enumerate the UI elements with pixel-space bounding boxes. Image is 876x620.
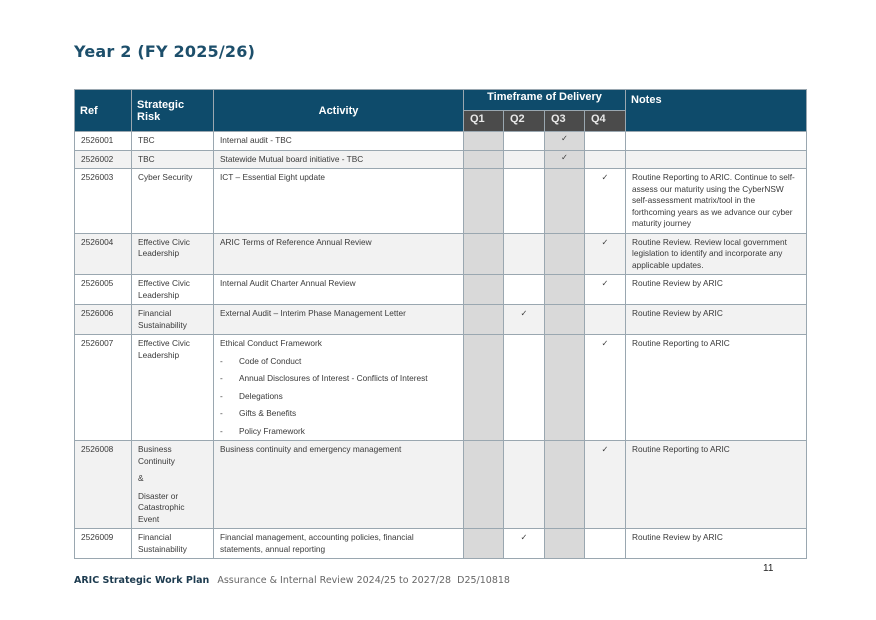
- activity-sub-items: [220, 356, 457, 438]
- quarter-cell-q3: [545, 233, 585, 275]
- quarter-cell-q2: [504, 305, 545, 335]
- activity-text: Statewide Mutual board initiative - TBC: [220, 153, 364, 164]
- row-strategic-risk: [132, 529, 214, 559]
- table-body: [75, 132, 807, 559]
- risk-text: Financial Sustainability: [138, 532, 187, 554]
- quarter-cell-q4: [585, 335, 626, 441]
- table-row: [75, 150, 807, 169]
- checkmark-icon: ✓: [601, 236, 609, 247]
- header-q4: Q4: [585, 111, 626, 132]
- quarter-cell-q3: [545, 132, 585, 151]
- quarter-cell-q3: [545, 305, 585, 335]
- quarter-cell-q2: [504, 132, 545, 151]
- row-notes: Routine Review. Review local government legislation to identify and incorporate any applicable updates.: [626, 233, 807, 275]
- quarter-cell-q4: [585, 150, 626, 169]
- activity-text: ARIC Terms of Reference Annual Review: [220, 236, 372, 247]
- row-strategic-risk: [132, 169, 214, 234]
- quarter-cell-q1: [464, 305, 504, 335]
- row-notes: [626, 150, 807, 169]
- quarter-cell-q4: [585, 529, 626, 559]
- risk-text: Effective Civic Leadership: [138, 338, 190, 360]
- checkmark-icon: ✓: [601, 338, 609, 348]
- activity-text: External Audit – Interim Phase Management Letter: [220, 308, 406, 318]
- row-ref: 2526006: [75, 305, 132, 335]
- quarter-cell-q1: [464, 275, 504, 305]
- work-plan-table: [74, 89, 807, 559]
- row-activity: [214, 233, 464, 275]
- row-ref: 2526008: [75, 441, 132, 529]
- checkmark-icon: ✓: [520, 308, 528, 318]
- row-activity: [214, 529, 464, 559]
- checkmark-icon: ✓: [601, 278, 609, 288]
- quarter-cell-q1: [464, 441, 504, 529]
- quarter-cell-q4: [585, 233, 626, 275]
- row-notes: [626, 132, 807, 151]
- row-activity: [214, 275, 464, 305]
- row-notes: Routine Reporting to ARIC: [626, 441, 807, 529]
- row-ref: 2526007: [75, 335, 132, 441]
- footer-doc-ref: D25/10818: [457, 575, 510, 586]
- risk-text: Effective Civic Leadership: [138, 278, 190, 300]
- table-row: [75, 233, 807, 275]
- footer-subtitle: Assurance & Internal Review 2024/25 to 2027/28: [217, 575, 452, 586]
- quarter-cell-q3: [545, 529, 585, 559]
- row-activity: [214, 169, 464, 234]
- activity-text: Financial management, accounting policies, financial statements, annual reporting: [220, 532, 414, 554]
- header-activity: Activity: [214, 90, 464, 132]
- activity-text: Business continuity and emergency management: [220, 444, 402, 454]
- quarter-cell-q3: [545, 169, 585, 234]
- quarter-cell-q2: [504, 150, 545, 169]
- table-row: [75, 441, 807, 529]
- list-item: - Annual Disclosures of Interest - Conflicts of Interest: [220, 373, 457, 385]
- quarter-cell-q1: [464, 132, 504, 151]
- row-strategic-risk: [132, 275, 214, 305]
- quarter-cell-q1: [464, 233, 504, 275]
- header-strategic-risk: Strategic Risk: [132, 90, 214, 132]
- checkmark-icon: ✓: [601, 444, 609, 454]
- row-ref: 2526004: [75, 233, 132, 275]
- row-notes: Routine Review by ARIC: [626, 529, 807, 559]
- activity-text: Internal audit - TBC: [220, 135, 292, 145]
- list-item: - Policy Framework: [220, 426, 457, 438]
- row-ref: 2526009: [75, 529, 132, 559]
- quarter-cell-q3: [545, 335, 585, 441]
- row-ref: 2526005: [75, 275, 132, 305]
- row-strategic-risk: [132, 441, 214, 529]
- row-strategic-risk: [132, 150, 214, 169]
- page-title: Year 2 (FY 2025/26): [74, 42, 256, 61]
- risk-text: Disaster or Catastrophic Event: [138, 490, 185, 524]
- row-activity: [214, 335, 464, 441]
- checkmark-icon: ✓: [520, 532, 528, 542]
- quarter-cell-q2: [504, 169, 545, 234]
- row-activity: [214, 441, 464, 529]
- table-row: [75, 132, 807, 151]
- row-ref: 2526003: [75, 169, 132, 234]
- table-row: [75, 305, 807, 335]
- risk-text: Effective Civic Leadership: [138, 236, 190, 258]
- row-strategic-risk: [132, 132, 214, 151]
- quarter-cell-q2: [504, 441, 545, 529]
- header-timeframe: Timeframe of Delivery: [464, 90, 626, 111]
- table-row: [75, 169, 807, 234]
- checkmark-icon: ✓: [561, 133, 568, 143]
- quarter-cell-q1: [464, 529, 504, 559]
- list-item: - Code of Conduct: [220, 356, 457, 368]
- activity-text: ICT – Essential Eight update: [220, 172, 326, 182]
- row-ref: 2526001: [75, 132, 132, 151]
- activity-text: Internal Audit Charter Annual Review: [220, 278, 356, 288]
- risk-text: &: [138, 473, 144, 483]
- quarter-cell-q1: [464, 335, 504, 441]
- risk-text: Cyber Security: [138, 172, 193, 182]
- quarter-cell-q2: [504, 335, 545, 441]
- quarter-cell-q3: [545, 150, 585, 169]
- footer-title: ARIC Strategic Work Plan: [74, 575, 210, 586]
- row-strategic-risk: [132, 233, 214, 275]
- row-notes: Routine Review by ARIC: [626, 275, 807, 305]
- row-activity: [214, 132, 464, 151]
- header-q2: Q2: [504, 111, 545, 132]
- risk-text: Financial Sustainability: [138, 308, 187, 330]
- page-number: 11: [763, 563, 774, 574]
- table-row: [75, 275, 807, 305]
- list-item: - Delegations: [220, 391, 457, 403]
- row-notes: Routine Review by ARIC: [626, 305, 807, 335]
- checkmark-icon: ✓: [601, 172, 609, 182]
- quarter-cell-q3: [545, 441, 585, 529]
- risk-text: Business Continuity: [138, 444, 175, 466]
- quarter-cell-q4: [585, 169, 626, 234]
- row-notes: Routine Reporting to ARIC. Continue to self-assess our maturity using the CyberNSW self-assessment matrix/tool in the forthcoming years as we advance our cyber maturity journey: [626, 169, 807, 234]
- quarter-cell-q4: [585, 305, 626, 335]
- row-activity: [214, 150, 464, 169]
- row-notes: Routine Reporting to ARIC: [626, 335, 807, 441]
- quarter-cell-q4: [585, 441, 626, 529]
- activity-text: Ethical Conduct Framework: [220, 338, 322, 348]
- list-item: - Gifts & Benefits: [220, 408, 457, 420]
- risk-text: TBC: [138, 153, 155, 164]
- quarter-cell-q2: [504, 233, 545, 275]
- row-strategic-risk: [132, 305, 214, 335]
- table-row: [75, 529, 807, 559]
- quarter-cell-q2: [504, 275, 545, 305]
- quarter-cell-q4: [585, 132, 626, 151]
- header-ref: Ref: [75, 90, 132, 132]
- row-ref: 2526002: [75, 150, 132, 169]
- header-notes: Notes: [626, 90, 807, 132]
- quarter-cell-q1: [464, 150, 504, 169]
- document-footer: [74, 575, 510, 586]
- row-activity: [214, 305, 464, 335]
- row-strategic-risk: [132, 335, 214, 441]
- quarter-cell-q3: [545, 275, 585, 305]
- risk-text: TBC: [138, 135, 155, 145]
- header-q1: Q1: [464, 111, 504, 132]
- header-q3: Q3: [545, 111, 585, 132]
- quarter-cell-q1: [464, 169, 504, 234]
- quarter-cell-q4: [585, 275, 626, 305]
- quarter-cell-q2: [504, 529, 545, 559]
- checkmark-icon: ✓: [561, 151, 568, 162]
- table-row: [75, 335, 807, 441]
